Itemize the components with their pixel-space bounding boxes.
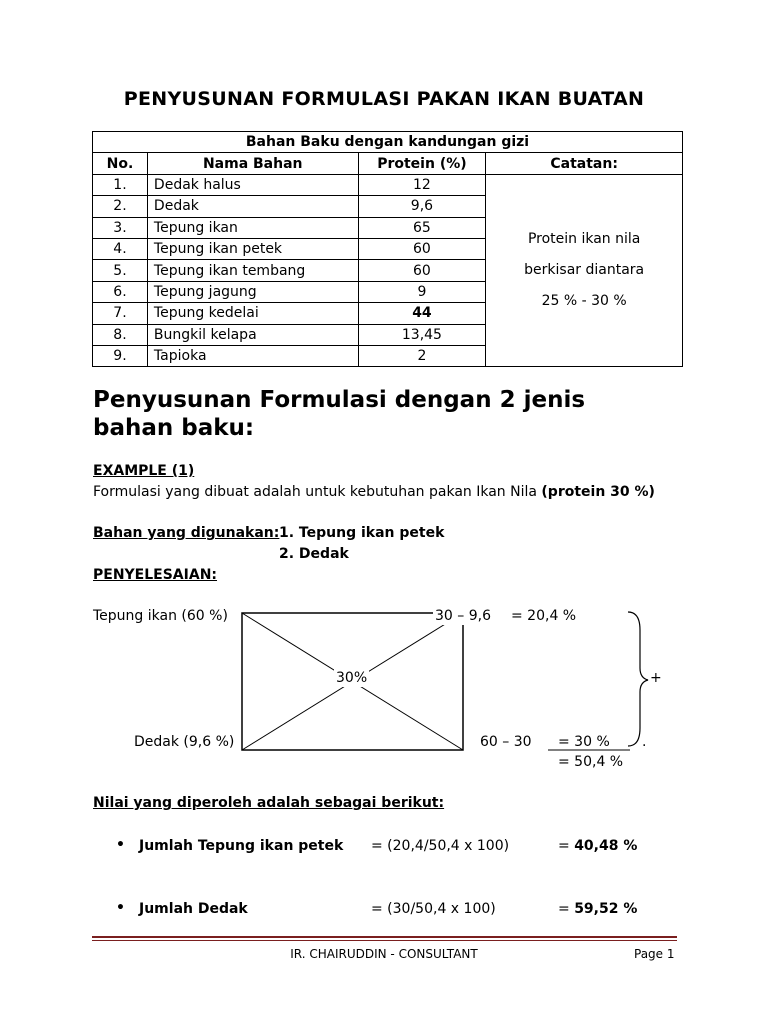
- result-value: [558, 837, 637, 855]
- results-heading: Nilai yang diperoleh adalah sebagai berikut:: [93, 795, 445, 811]
- note-line: berkisar diantara: [524, 262, 645, 279]
- section-heading: Penyusunan Formulasi dengan 2 jenis bahan baku:: [93, 387, 586, 441]
- result-label: Jumlah Tepung ikan petek: [139, 838, 344, 854]
- solution-label: PENYELESAIAN:: [93, 567, 218, 583]
- header-protein: Protein (%): [358, 153, 486, 174]
- bullet: •: [116, 837, 125, 853]
- plus-sign: +: [650, 670, 662, 686]
- row-name: Bungkil kelapa: [147, 324, 358, 345]
- row-protein: 13,45: [358, 324, 486, 345]
- row-protein: 44: [358, 303, 486, 324]
- footer-divider: [92, 940, 677, 941]
- row-no: 7.: [93, 303, 148, 324]
- row-name: Tepung ikan tembang: [147, 260, 358, 281]
- header-name: Nama Bahan: [147, 153, 358, 174]
- row-protein: 9,6: [358, 196, 486, 217]
- ingredient-2: 2. Dedak: [279, 546, 349, 562]
- result-number: 59,52 %: [574, 901, 638, 917]
- ingredients-label: Bahan yang digunakan:: [93, 525, 280, 541]
- bottom-left-label: Dedak (9,6 %): [134, 734, 235, 750]
- result-eq: =: [558, 901, 575, 917]
- bullet: •: [116, 900, 125, 916]
- page-number: Page 1: [634, 947, 675, 961]
- table-caption: Bahan Baku dengan kandungan gizi: [93, 132, 683, 153]
- total-result: = 50,4 %: [558, 754, 624, 770]
- result-number: 40,48 %: [574, 838, 638, 854]
- result-formula: = (20,4/50,4 x 100): [371, 838, 510, 854]
- description-text: Formulasi yang dibuat adalah untuk kebutuhan pakan Ikan Nila: [93, 484, 542, 500]
- row-protein: 65: [358, 217, 486, 238]
- row-name: Tepung ikan: [147, 217, 358, 238]
- top-result: = 20,4 %: [511, 608, 577, 624]
- row-name: Tapioka: [147, 345, 358, 366]
- note-line: 25 % - 30 %: [541, 293, 627, 310]
- header-note: Catatan:: [486, 153, 683, 174]
- row-name: Tepung ikan petek: [147, 238, 358, 259]
- right-brace: [628, 612, 648, 746]
- protein-target: (protein 30 %): [541, 484, 655, 500]
- row-no: 4.: [93, 238, 148, 259]
- row-no: 3.: [93, 217, 148, 238]
- row-name: Dedak halus: [147, 174, 358, 195]
- bottom-result: = 30 %: [558, 734, 610, 750]
- row-name: Dedak: [147, 196, 358, 217]
- row-protein: 60: [358, 238, 486, 259]
- row-protein: 60: [358, 260, 486, 281]
- top-left-label: Tepung ikan (60 %): [93, 608, 228, 624]
- result-label: Jumlah Dedak: [139, 901, 248, 917]
- footer-divider: [92, 936, 677, 938]
- row-no: 2.: [93, 196, 148, 217]
- bottom-calc: 60 – 30: [480, 734, 532, 750]
- row-protein: 12: [358, 174, 486, 195]
- target-percent: 30%: [336, 670, 368, 686]
- result-formula: = (30/50,4 x 100): [371, 901, 496, 917]
- ingredient-1: 1. Tepung ikan petek: [279, 525, 445, 541]
- row-no: 1.: [93, 174, 148, 195]
- row-name: Tepung kedelai: [147, 303, 358, 324]
- result-eq: =: [558, 838, 575, 854]
- row-no: 5.: [93, 260, 148, 281]
- example-label: EXAMPLE (1): [93, 463, 195, 479]
- header-no: No.: [93, 153, 148, 174]
- top-calc: 30 – 9,6: [435, 608, 491, 624]
- row-no: 9.: [93, 345, 148, 366]
- footer-author: IR. CHAIRUDDIN - CONSULTANT: [290, 947, 478, 961]
- row-no: 8.: [93, 324, 148, 345]
- row-no: 6.: [93, 281, 148, 302]
- row-name: Tepung jagung: [147, 281, 358, 302]
- row-protein: 9: [358, 281, 486, 302]
- page-title: PENYUSUNAN FORMULASI PAKAN IKAN BUATAN: [123, 88, 645, 110]
- dot-mark: .: [642, 734, 647, 750]
- note-line: Protein ikan nila: [527, 231, 641, 248]
- row-protein: 2: [358, 345, 486, 366]
- result-value: [558, 900, 637, 918]
